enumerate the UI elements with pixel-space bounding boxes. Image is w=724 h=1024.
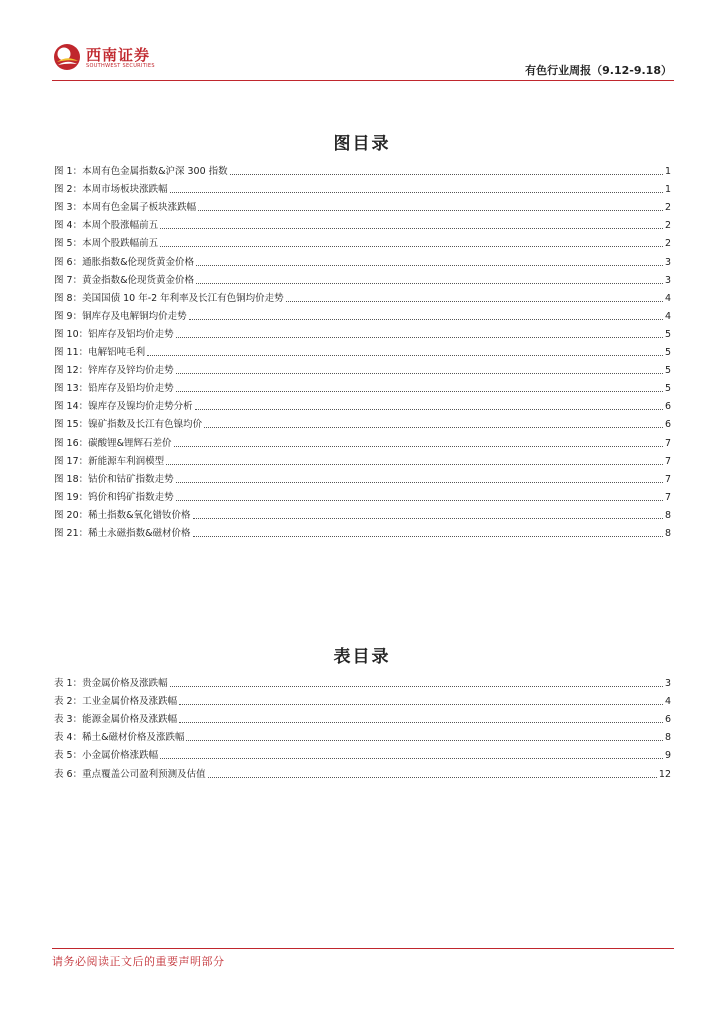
toc-dot-leader bbox=[170, 191, 663, 193]
toc-dot-leader bbox=[160, 245, 663, 247]
figures-toc-title: 图目录 bbox=[333, 134, 391, 154]
toc-entry-page: 6 bbox=[664, 419, 671, 431]
toc-entry-page: 5 bbox=[664, 365, 671, 377]
toc-entry[interactable] bbox=[54, 160, 671, 178]
toc-dot-leader bbox=[176, 372, 663, 374]
toc-entry-label: 图 3：本周有色金属子板块涨跌幅 bbox=[54, 202, 197, 214]
toc-entry-label: 图 21：稀土永磁指数&磁材价格 bbox=[54, 527, 191, 539]
toc-entry[interactable] bbox=[54, 450, 671, 468]
toc-dot-leader bbox=[170, 685, 663, 687]
toc-dot-leader bbox=[208, 776, 657, 778]
toc-entry-page: 8 bbox=[664, 527, 671, 539]
toc-entry-label: 图 16：碳酸锂&锂辉石差价 bbox=[54, 437, 172, 449]
toc-entry-label: 图 5：本周个股跌幅前五 bbox=[54, 238, 159, 250]
toc-entry-page: 5 bbox=[664, 383, 671, 395]
toc-entry[interactable] bbox=[54, 522, 671, 540]
toc-entry[interactable] bbox=[54, 431, 671, 449]
toc-entry-page: 8 bbox=[664, 509, 671, 521]
toc-entry[interactable] bbox=[54, 232, 671, 250]
toc-entry[interactable] bbox=[54, 287, 671, 305]
toc-entry[interactable] bbox=[54, 269, 671, 287]
toc-entry[interactable] bbox=[54, 341, 671, 359]
toc-entry-page: 7 bbox=[664, 473, 671, 485]
toc-dot-leader bbox=[176, 390, 663, 392]
toc-dot-leader bbox=[179, 703, 663, 705]
toc-entry-page: 2 bbox=[664, 220, 671, 232]
toc-dot-leader bbox=[179, 721, 663, 723]
toc-entry-page: 7 bbox=[664, 491, 671, 503]
toc-entry-label: 图 11：电解铝吨毛利 bbox=[54, 347, 146, 359]
header-divider bbox=[52, 80, 674, 81]
toc-entry-page: 5 bbox=[664, 328, 671, 340]
toc-entry-page: 2 bbox=[664, 238, 671, 250]
toc-entry-label: 表 3：能源金属价格及涨跌幅 bbox=[54, 714, 178, 726]
toc-entry[interactable] bbox=[54, 196, 671, 214]
toc-entry-label: 图 13：铅库存及铅均价走势 bbox=[54, 383, 174, 395]
toc-entry-label: 图 12：锌库存及锌均价走势 bbox=[54, 365, 174, 377]
toc-entry-page: 3 bbox=[664, 256, 671, 268]
toc-entry[interactable] bbox=[54, 672, 671, 690]
tables-toc-list bbox=[54, 672, 671, 781]
toc-entry[interactable] bbox=[54, 323, 671, 341]
toc-entry-label: 表 6：重点覆盖公司盈利预测及估值 bbox=[54, 768, 206, 780]
toc-dot-leader bbox=[176, 499, 663, 501]
toc-entry-label: 图 19：钨价和钨矿指数走势 bbox=[54, 491, 174, 503]
toc-entry-label: 图 14：镍库存及镍均价走势分析 bbox=[54, 401, 193, 413]
toc-entry[interactable] bbox=[54, 744, 671, 762]
toc-entry-label: 表 4：稀土&磁材价格及涨跌幅 bbox=[54, 732, 185, 744]
toc-entry-page: 6 bbox=[664, 401, 671, 413]
toc-entry[interactable] bbox=[54, 305, 671, 323]
toc-dot-leader bbox=[174, 445, 663, 447]
toc-dot-leader bbox=[230, 173, 663, 175]
toc-entry-label: 图 7：黄金指数&伦现货黄金价格 bbox=[54, 274, 194, 286]
toc-dot-leader bbox=[160, 757, 663, 759]
toc-entry-label: 图 20：稀土指数&氧化镨钕价格 bbox=[54, 509, 191, 521]
toc-entry[interactable] bbox=[54, 486, 671, 504]
toc-dot-leader bbox=[160, 227, 663, 229]
toc-entry-label: 图 18：钴价和钴矿指数走势 bbox=[54, 473, 174, 485]
toc-entry[interactable] bbox=[54, 468, 671, 486]
toc-entry[interactable] bbox=[54, 214, 671, 232]
toc-entry-page: 4 bbox=[664, 310, 671, 322]
toc-entry[interactable] bbox=[54, 504, 671, 522]
toc-dot-leader bbox=[193, 517, 663, 519]
toc-dot-leader bbox=[286, 300, 663, 302]
toc-dot-leader bbox=[147, 354, 663, 356]
toc-entry-page: 6 bbox=[664, 714, 671, 726]
toc-entry-label: 表 2：工业金属价格及涨跌幅 bbox=[54, 696, 178, 708]
toc-dot-leader bbox=[196, 264, 663, 266]
toc-entry-label: 图 2：本周市场板块涨跌幅 bbox=[54, 184, 168, 196]
toc-entry-label: 图 17：新能源车利润模型 bbox=[54, 455, 165, 467]
toc-entry-label: 图 4：本周个股涨幅前五 bbox=[54, 220, 159, 232]
page-header bbox=[0, 0, 724, 84]
toc-entry-page: 3 bbox=[664, 274, 671, 286]
toc-entry-label: 图 1：本周有色金属指数&沪深 300 指数 bbox=[54, 166, 228, 178]
toc-entry-label: 图 15：镍矿指数及长江有色镍均价 bbox=[54, 419, 203, 431]
toc-entry-page: 4 bbox=[664, 696, 671, 708]
toc-dot-leader bbox=[204, 426, 663, 428]
toc-entry-page: 9 bbox=[664, 750, 671, 762]
toc-entry-page: 8 bbox=[664, 732, 671, 744]
toc-dot-leader bbox=[176, 481, 663, 483]
toc-entry[interactable] bbox=[54, 690, 671, 708]
toc-entry-page: 7 bbox=[664, 437, 671, 449]
toc-entry[interactable] bbox=[54, 395, 671, 413]
toc-entry-page: 5 bbox=[664, 347, 671, 359]
report-title: 有色行业周报（9.12-9.18） bbox=[525, 64, 672, 77]
toc-entry-label: 图 8：美国国债 10 年-2 年利率及长江有色铜均价走势 bbox=[54, 292, 284, 304]
toc-entry[interactable] bbox=[54, 708, 671, 726]
toc-dot-leader bbox=[189, 318, 663, 320]
footer-divider bbox=[52, 948, 674, 949]
toc-entry-label: 表 1：贵金属价格及涨跌幅 bbox=[54, 678, 168, 690]
logo-chinese-name: 西南证券 bbox=[86, 46, 151, 64]
toc-entry[interactable] bbox=[54, 762, 671, 780]
toc-entry-page: 3 bbox=[664, 678, 671, 690]
toc-entry-label: 表 5：小金属价格涨跌幅 bbox=[54, 750, 159, 762]
toc-entry[interactable] bbox=[54, 413, 671, 431]
toc-entry[interactable] bbox=[54, 377, 671, 395]
toc-dot-leader bbox=[196, 282, 663, 284]
toc-entry[interactable] bbox=[54, 359, 671, 377]
toc-entry-label: 图 9：铜库存及电解铜均价走势 bbox=[54, 310, 187, 322]
tables-toc-title: 表目录 bbox=[333, 647, 391, 667]
figures-toc-list bbox=[54, 160, 671, 540]
logo-emblem-icon bbox=[52, 42, 82, 72]
company-logo bbox=[52, 42, 162, 76]
toc-entry[interactable] bbox=[54, 250, 671, 268]
toc-dot-leader bbox=[193, 535, 663, 537]
toc-entry-page: 12 bbox=[658, 768, 671, 780]
toc-entry-page: 1 bbox=[664, 166, 671, 178]
toc-entry-label: 图 6：通胀指数&伦现货黄金价格 bbox=[54, 256, 194, 268]
toc-entry[interactable] bbox=[54, 726, 671, 744]
footer-disclaimer: 请务必阅读正文后的重要声明部分 bbox=[52, 955, 225, 968]
logo-english-name: SOUTHWEST SECURITIES bbox=[86, 63, 155, 69]
toc-dot-leader bbox=[186, 739, 662, 741]
toc-entry-page: 4 bbox=[664, 292, 671, 304]
toc-entry-page: 2 bbox=[664, 202, 671, 214]
toc-entry-label: 图 10：铝库存及铝均价走势 bbox=[54, 328, 174, 340]
toc-entry-page: 1 bbox=[664, 184, 671, 196]
toc-dot-leader bbox=[195, 408, 663, 410]
toc-entry-page: 7 bbox=[664, 455, 671, 467]
toc-dot-leader bbox=[166, 463, 663, 465]
toc-dot-leader bbox=[198, 209, 663, 211]
toc-entry[interactable] bbox=[54, 178, 671, 196]
toc-dot-leader bbox=[176, 336, 663, 338]
